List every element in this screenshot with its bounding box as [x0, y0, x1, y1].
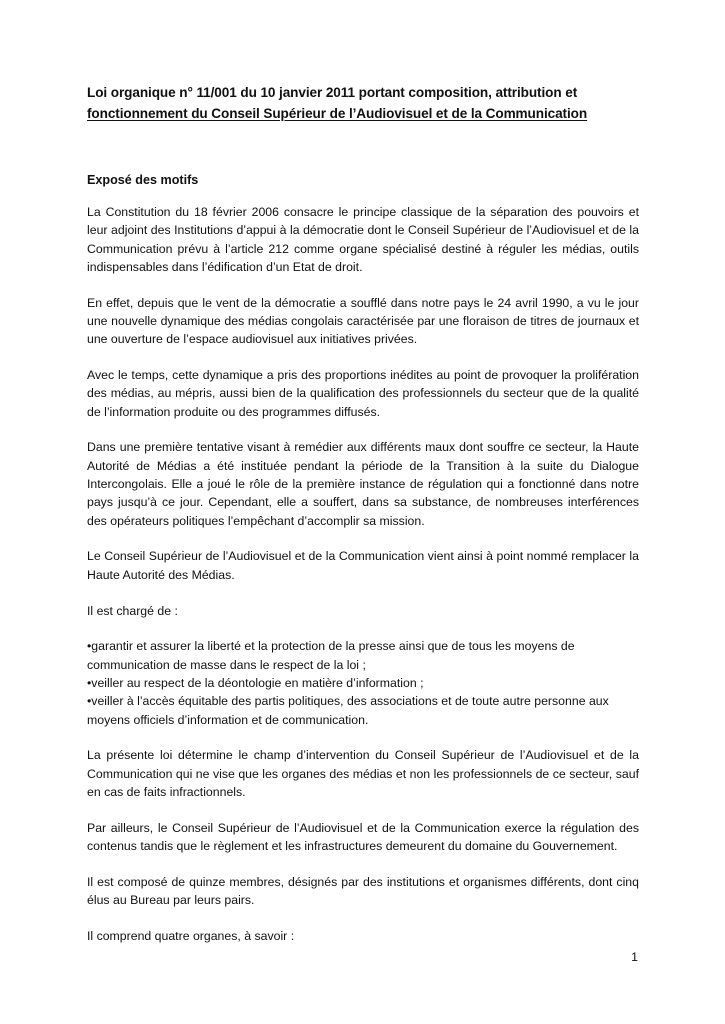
paragraph-9: Il est composé de quinze membres, désignés par des institutions et organismes différents, dont cinq élus au Bureau par leurs pairs. [87, 874, 639, 908]
bullet-item-1: •garantir et assurer la liberté et la protection de la presse ainsi que de tous les moyens de communication de masse dans le respect de la loi ; [87, 639, 575, 672]
section-heading: Exposé des motifs [87, 173, 199, 187]
document-title [87, 82, 639, 124]
page-number: 1 [631, 950, 638, 964]
paragraph-10: Il comprend quatre organes, à savoir : [87, 928, 295, 943]
paragraph-7: La présente loi détermine le champ d’intervention du Conseil Supérieur de l’Audiovisuel et de la Communication qui ne vise que les organes des médias et non les professionnels de ce secteur, sauf en cas de faits infractionnels. [87, 748, 639, 799]
bullet-list [87, 637, 639, 728]
bullet-item-3: •veiller à l’accès équitable des partis politiques, des associations et de toute autre personne aux moyens officiels d’information et de communication. [87, 694, 609, 727]
paragraph-8: Par ailleurs, le Conseil Supérieur de l’Audiovisuel et de la Communication exerce la régulation des contenus tandis que le règlement et les infrastructures demeurent du domaine du Gouvernement. [87, 820, 639, 854]
paragraph-6: Il est chargé de : [87, 603, 178, 618]
paragraph-5: Le Conseil Supérieur de l’Audiovisuel et de la Communication vient ainsi à point nommé remplacer la Haute Autorité des Médias. [87, 549, 639, 582]
paragraph-4: Dans une première tentative visant à remédier aux différents maux dont souffre ce secteur, la Haute Autorité de Médias a été instituée pendant la période de la Transition à la suite du Dialogue Intercongolais. Elle a joué le rôle de la première instance de régulation qui a fonctionné dans notre pays jusqu’à ce jour. Cependant, elle a souffert, dans sa substance, de nombreuses interférences des opérateurs politiques l’empêchant d’accomplir sa mission. [87, 440, 639, 528]
bullet-item-2: •veiller au respect de la déontologie en matière d’information ; [87, 675, 424, 690]
paragraph-1: La Constitution du 18 février 2006 consacre le principe classique de la séparation des pouvoirs et leur adjoint des Institutions d’appui à la démocratie dont le Conseil Supérieur de l’Audiovisuel et de la Communication prévu à l’article 212 comme organe spécialisé destiné à réguler les médias, outils indispensables dans l’édification d’un Etat de droit. [87, 205, 639, 274]
paragraph-3: Avec le temps, cette dynamique a pris des proportions inédites au point de provoquer la prolifération des médias, au mépris, aussi bien de la qualification des professionnels du secteur que de la qualité de l’information produite ou des programmes diffusés. [87, 368, 639, 419]
title-line-1: Loi organique n° 11/001 du 10 janvier 2011 portant composition, attribution et [87, 85, 578, 100]
document-body [87, 203, 639, 945]
paragraph-2: En effet, depuis que le vent de la démocratie a soufflé dans notre pays le 24 avril 1990, a vu le jour une nouvelle dynamique des médias congolais caractérisée par une floraison de titres de journaux et une ouverture de l’espace audiovisuel aux initiatives privées. [87, 295, 639, 347]
title-line-2: fonctionnement du Conseil Supérieur de l’Audiovisuel et de la Communication [87, 106, 588, 121]
